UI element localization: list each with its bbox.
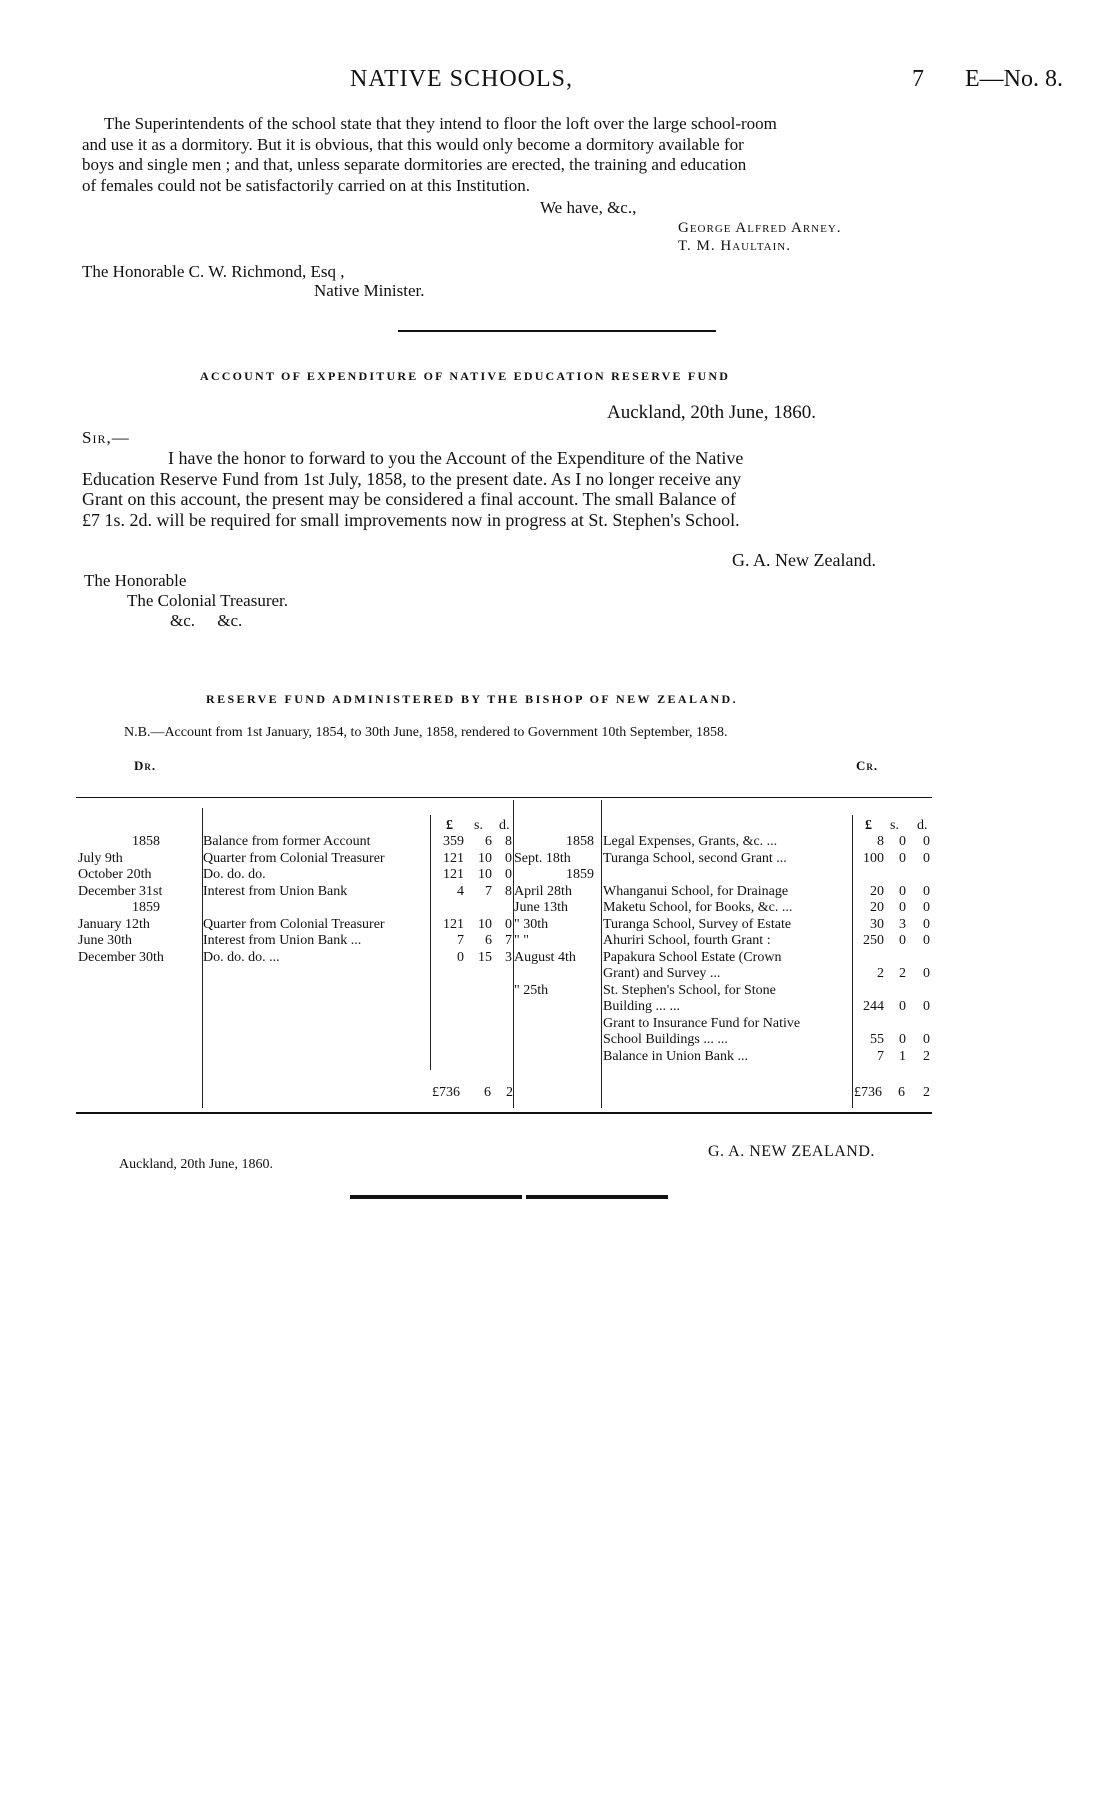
debit-pence: 3 [505,949,512,965]
credit-item: Building ... ... [603,999,681,1014]
credit-date: 1858 [566,834,594,849]
credit-item: Whanganui School, for Drainage [603,883,789,899]
debit-date: October 20th [78,867,152,882]
credit-date: June 13th [514,900,569,915]
debit-pence: 0 [505,850,512,866]
debit-pounds: 4 [457,883,464,899]
letter1-line: The Superintendents of the school state that they intend to floor the loft over the large school-room [104,114,777,133]
letter1-addressee-title: Native Minister. [314,281,425,300]
credit-item: Maketu School, for Books, &c. ... [603,900,793,915]
credit-total-pounds: £736 [854,1085,882,1100]
credit-item: Turanga School, Survey of Estate [603,916,792,932]
letter1-closing: We have, &c., [540,198,637,217]
ledger-vline [852,815,853,1108]
credit-item: School Buildings ... ... [603,1032,728,1047]
debit-item: Do. do. do. [203,867,266,882]
letter2-line: Education Reserve Fund from 1st July, 1858, to the present date. As I no longer receive any [82,468,742,489]
credit-shillings: 0 [899,1032,906,1047]
debit-item: Interest from Union Bank ... [203,933,362,948]
letter1-addressee: The Honorable C. W. Richmond, Esq , [82,262,345,281]
credit-pounds: 2 [877,966,884,981]
debit-label: Dr. [134,758,157,773]
debit-pence: 0 [505,867,512,882]
debit-shillings: 6 [485,834,492,849]
letter1-signer2: T. M. Haultain. [678,238,791,254]
credit-date: Sept. 18th [514,850,571,866]
credit-col-shillings: s. [890,818,899,833]
debit-shillings: 6 [485,933,492,948]
debit-date: 1859 [132,900,160,915]
debit-pence: 0 [505,916,512,932]
debit-pence: 8 [505,834,512,849]
credit-pounds: 30 [870,916,884,932]
account-note: N.B.—Account from 1st January, 1854, to 30th June, 1858, rendered to Government 10th September, 1858. [124,725,728,740]
credit-shillings: 0 [899,999,906,1014]
page-number: 7 [912,66,924,92]
debit-item: Interest from Union Bank [203,883,348,899]
debit-shillings: 10 [478,916,492,932]
ledger-vline [430,815,431,1070]
debit-total-pence: 2 [506,1085,513,1100]
credit-pence: 0 [923,900,930,915]
credit-pounds: 55 [870,1032,884,1047]
debit-col-shillings: s. [474,818,483,833]
letter2-addressee-title: The Colonial Treasurer. [127,591,289,610]
credit-item: Turanga School, second Grant ... [603,850,787,866]
debit-date: June 30th [78,933,133,948]
debit-date: 1858 [132,834,160,849]
credit-pence: 0 [923,850,930,866]
letter2-line: I have the honor to forward to you the Account of the Expenditure of the Native [168,448,744,468]
credit-pence: 0 [923,916,930,932]
debit-pounds: 121 [443,867,464,882]
debit-pounds: 121 [443,916,464,932]
debit-item: Quarter from Colonial Treasurer [203,916,385,932]
debit-pence: 7 [505,933,512,948]
debit-col-pound: £ [446,818,453,833]
credit-pounds: 8 [877,834,884,849]
debit-item: Quarter from Colonial Treasurer [203,850,385,866]
credit-item: St. Stephen's School, for Stone [603,982,776,998]
letter2-signature: G. A. New Zealand. [732,550,876,570]
letter2-heading: ACCOUNT OF EXPENDITURE OF NATIVE EDUCATION RESERVE FUND [200,369,731,383]
credit-pence: 0 [923,999,930,1014]
credit-pounds: 250 [863,933,884,948]
credit-pounds: 244 [863,999,884,1014]
credit-shillings: 1 [899,1048,906,1064]
credit-date: August 4th [514,949,576,965]
letter1-line: and use it as a dormitory. But it is obvious, that this would only become a dormitory available for [82,134,744,154]
credit-col-pence: d. [917,818,928,833]
credit-item: Papakura School Estate (Crown [603,949,782,965]
credit-date: " 25th [514,982,549,998]
credit-pence: 0 [923,834,930,849]
debit-shillings: 10 [478,867,492,882]
credit-item: Ahuriri School, fourth Grant : [603,933,771,948]
credit-item: Grant to Insurance Fund for Native [603,1015,801,1031]
account-heading: RESERVE FUND ADMINISTERED BY THE BISHOP OF NEW ZEALAND. [206,692,738,706]
debit-date: January 12th [78,916,150,932]
debit-shillings: 7 [485,883,492,899]
letter2-place-date: Auckland, 20th June, 1860. [607,402,816,423]
credit-label: Cr. [856,758,879,773]
letter2-salutation: Sir,— [82,428,130,447]
credit-total-pence: 2 [923,1085,930,1100]
credit-shillings: 0 [899,834,906,849]
debit-pence: 8 [505,883,512,899]
end-rule [526,1195,668,1199]
debit-date: December 30th [78,949,164,965]
credit-pence: 0 [923,883,930,899]
debit-item: Balance from former Account [203,834,371,849]
account-footer-signature: G. A. NEW ZEALAND. [708,1143,875,1160]
debit-total-pounds: £736 [432,1085,460,1100]
credit-pence: 2 [923,1048,930,1064]
letter2-line: Grant on this account, the present may be considered a final account. The small Balance of [82,489,736,509]
credit-pounds: 7 [877,1048,884,1064]
credit-item: Legal Expenses, Grants, &c. ... [603,834,778,849]
debit-date: December 31st [78,883,163,899]
credit-date: 1859 [566,867,594,882]
credit-pounds: 100 [863,850,884,866]
credit-shillings: 0 [899,900,906,915]
credit-date: " " [514,933,529,948]
debit-shillings: 10 [478,850,492,866]
letter2-addressee-etc: &c. &c. [170,611,243,630]
credit-shillings: 0 [899,933,906,948]
debit-col-pence: d. [499,818,510,833]
credit-pence: 0 [923,966,930,981]
credit-date: April 28th [514,883,572,899]
letter2-line: £7 1s. 2d. will be required for small improvements now in progress at St. Stephen's School. [82,509,740,530]
account-footer-place: Auckland, 20th June, 1860. [119,1157,273,1172]
credit-date: " 30th [514,916,549,932]
debit-pounds: 359 [443,834,464,849]
credit-pence: 0 [923,1032,930,1047]
letter2-addressee: The Honorable [84,571,187,590]
credit-shillings: 0 [899,850,906,866]
credit-shillings: 0 [899,883,906,899]
debit-item: Do. do. do. ... [203,949,280,965]
credit-item: Grant) and Survey ... [603,966,721,981]
ledger-vline [601,800,602,1108]
letter1-line: boys and single men ; and that, unless separate dormitories are erected, the training and education [82,155,747,174]
letter1-signer1: George Alfred Arney. [678,220,842,236]
debit-pounds: 121 [443,850,464,866]
debit-date: July 9th [78,850,123,866]
page-title: NATIVE SCHOOLS, [350,66,574,92]
credit-shillings: 3 [899,916,906,932]
debit-total-shillings: 6 [484,1085,491,1100]
credit-shillings: 2 [899,966,906,981]
credit-item: Balance in Union Bank ... [603,1048,749,1064]
debit-pounds: 7 [457,933,464,948]
debit-pounds: 0 [457,949,464,965]
credit-col-pound: £ [865,818,872,833]
credit-pounds: 20 [870,900,884,915]
end-rule [350,1195,522,1199]
letter1-line: of females could not be satisfactorily carried on at this Institution. [82,175,531,195]
credit-pounds: 20 [870,883,884,899]
credit-pence: 0 [923,933,930,948]
debit-shillings: 15 [478,949,492,965]
document-code: E—No. 8. [965,66,1063,92]
credit-total-shillings: 6 [898,1085,905,1100]
